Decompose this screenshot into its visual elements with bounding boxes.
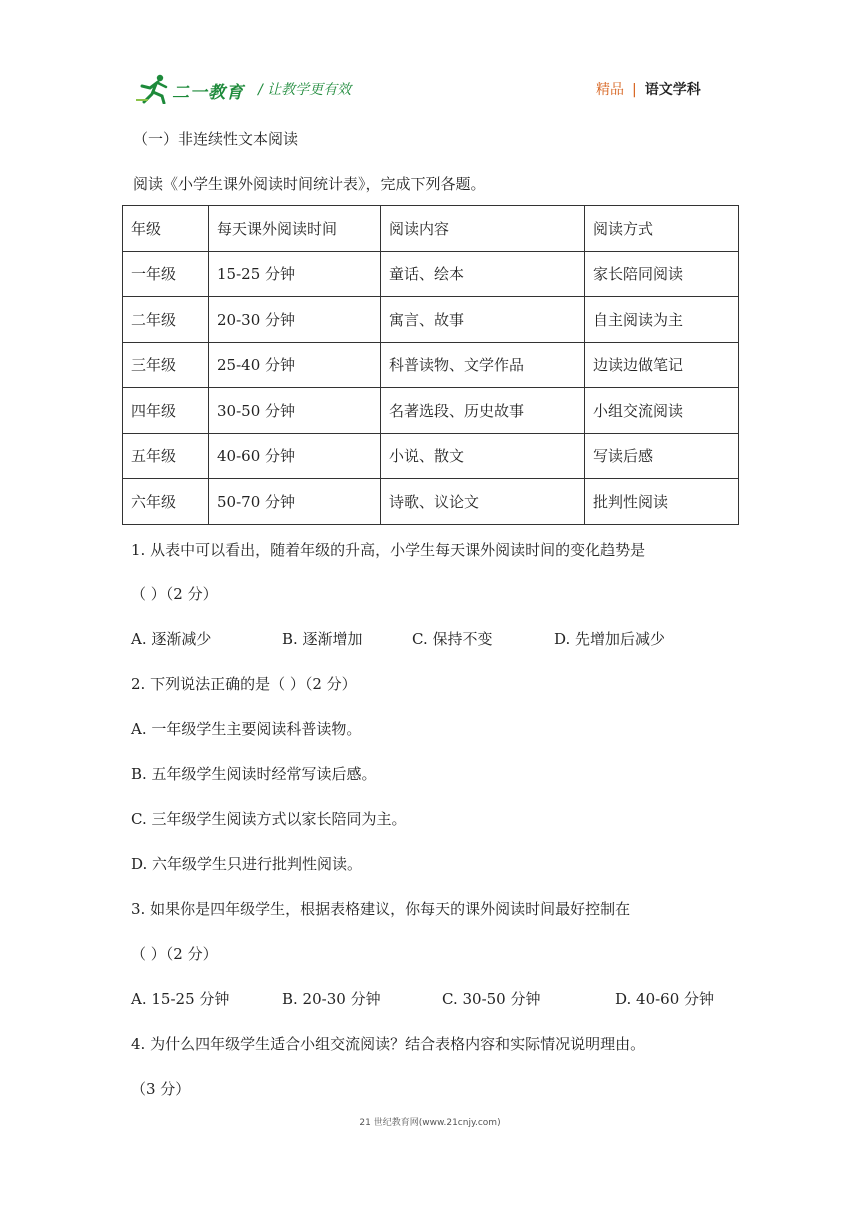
table-header-row: [123, 206, 739, 252]
table-cell: 诗歌、议论文: [381, 479, 585, 525]
table-cell: 童话、绘本: [381, 251, 585, 297]
subject-tag: [596, 79, 701, 99]
brand-logo: [136, 72, 246, 106]
table-cell: 30-50 分钟: [209, 388, 381, 434]
table-row: [123, 388, 739, 434]
table-cell: 写读后感: [585, 433, 739, 479]
table-row: [123, 342, 739, 388]
table-cell: 小说、散文: [381, 433, 585, 479]
question-2-option-a: A. 一年级学生主要阅读科普读物。: [131, 720, 362, 738]
subject-label: 语文学科: [644, 82, 701, 98]
table-cell: 边读边做笔记: [585, 342, 739, 388]
table-cell: 二年级: [123, 297, 209, 343]
question-4-score: （3 分）: [131, 1080, 191, 1098]
header-separator: |: [632, 82, 637, 98]
table-cell: 科普读物、文学作品: [381, 342, 585, 388]
page-footer: 21 世纪教育网(www.21cnjy.com): [359, 1118, 501, 1128]
reading-time-table: [122, 205, 739, 525]
question-1-option-c: C. 保持不变: [412, 630, 493, 648]
runner-logo-icon: [136, 74, 172, 104]
question-4-stem: 4. 为什么四年级学生适合小组交流阅读？结合表格内容和实际情况说明理由。: [131, 1035, 646, 1053]
question-2-option-b: B. 五年级学生阅读时经常写读后感。: [131, 765, 377, 783]
question-1-stem: 1. 从表中可以看出，随着年级的升高，小学生每天课外阅读时间的变化趋势是: [131, 541, 646, 559]
table-header-cell: 阅读方式: [585, 206, 739, 252]
table-cell: 一年级: [123, 251, 209, 297]
table-cell: 家长陪同阅读: [585, 251, 739, 297]
table-cell: 小组交流阅读: [585, 388, 739, 434]
table-cell: 名著选段、历史故事: [381, 388, 585, 434]
table-header-cell: 阅读内容: [381, 206, 585, 252]
question-3-option-a: A. 15-25 分钟: [131, 990, 230, 1008]
table-cell: 自主阅读为主: [585, 297, 739, 343]
table-cell: 50-70 分钟: [209, 479, 381, 525]
table-row: [123, 297, 739, 343]
question-1-option-b: B. 逐渐增加: [282, 630, 363, 648]
question-3-option-d: D. 40-60 分钟: [615, 990, 715, 1008]
question-2-option-c: C. 三年级学生阅读方式以家长陪同为主。: [131, 810, 407, 828]
question-1-option-a: A. 逐渐减少: [131, 630, 212, 648]
table-row: [123, 479, 739, 525]
question-3-option-c: C. 30-50 分钟: [442, 990, 541, 1008]
table-cell: 15-25 分钟: [209, 251, 381, 297]
brand-tagline: / 让教学更有效: [258, 82, 352, 98]
table-cell: 四年级: [123, 388, 209, 434]
question-3-option-b: B. 20-30 分钟: [282, 990, 381, 1008]
question-2-stem: 2. 下列说法正确的是（ ）（2 分）: [131, 675, 357, 693]
quality-label: 精品: [596, 82, 624, 98]
table-cell: 三年级: [123, 342, 209, 388]
table-cell: 40-60 分钟: [209, 433, 381, 479]
table-cell: 六年级: [123, 479, 209, 525]
table-header-cell: 每天课外阅读时间: [209, 206, 381, 252]
table-header-cell: 年级: [123, 206, 209, 252]
question-3-score: （ ）（2 分）: [131, 945, 218, 963]
table-cell: 批判性阅读: [585, 479, 739, 525]
page-header: [0, 0, 860, 120]
section-title: （一）非连续性文本阅读: [133, 130, 299, 148]
table-row: [123, 251, 739, 297]
table-cell: 25-40 分钟: [209, 342, 381, 388]
table-cell: 寓言、故事: [381, 297, 585, 343]
table-cell: 五年级: [123, 433, 209, 479]
question-3-stem: 3. 如果你是四年级学生，根据表格建议，你每天的课外阅读时间最好控制在: [131, 900, 631, 918]
table-row: [123, 433, 739, 479]
question-1-option-d: D. 先增加后减少: [554, 630, 666, 648]
table-cell: 20-30 分钟: [209, 297, 381, 343]
question-1-score: （ ）（2 分）: [131, 585, 218, 603]
instruction-text: 阅读《小学生课外阅读时间统计表》，完成下列各题。: [133, 175, 486, 193]
brand-name: 二一教育: [172, 83, 244, 103]
question-2-option-d: D. 六年级学生只进行批判性阅读。: [131, 855, 363, 873]
